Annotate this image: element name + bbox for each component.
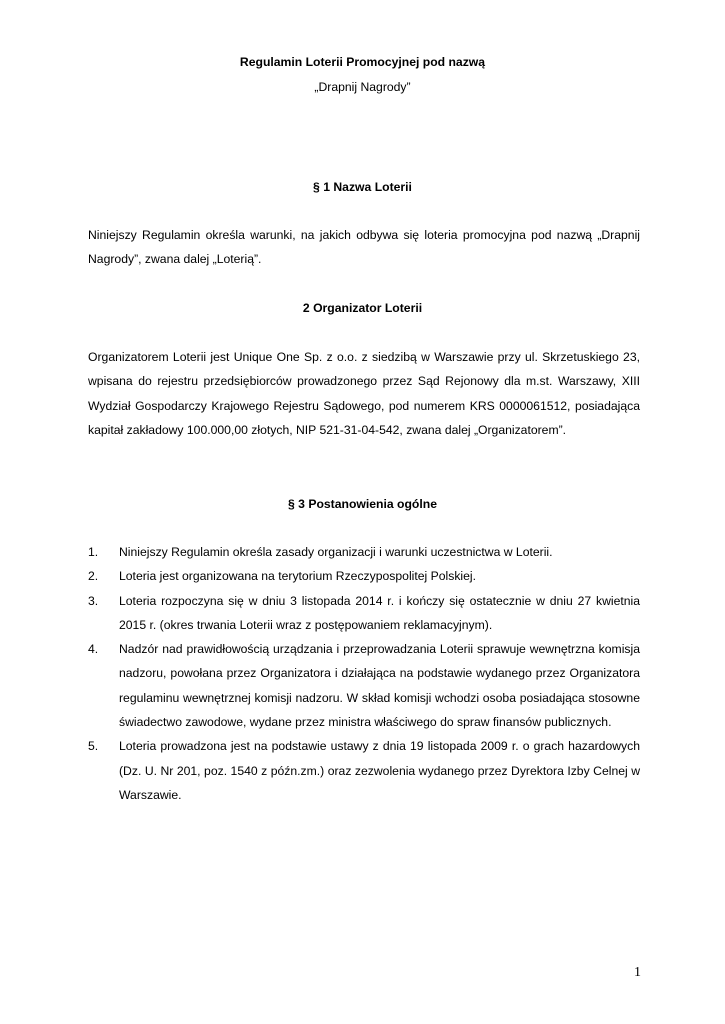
section-2-heading: 2 Organizator Loterii — [302, 301, 423, 315]
section-1-text: Niniejszy Regulamin określa warunki, na jakich odbywa się loteria promocyjna pod nazwą „Drapnij Nagrody”, zwana dalej „Loterią”. — [88, 228, 640, 267]
list-item-number: 1. — [88, 545, 99, 559]
section-3-list — [88, 540, 640, 807]
document-title: Regulamin Loterii Promocyjnej pod nazwą — [239, 55, 486, 69]
document-subtitle: „Drapnij Nagrody” — [314, 80, 411, 94]
list-item-text: Loteria jest organizowana na terytorium Rzeczypospolitej Polskiej. — [119, 569, 476, 584]
list-item-number: 2. — [88, 569, 99, 584]
section-2-text: Organizatorem Loterii jest Unique One Sp. z o.o. z siedzibą w Warszawie przy ul. Skrzetuskiego 23, wpisana do rejestru przedsiębiorców prowadzonego przez Sąd Rejonowy dla m.st. Warszawy, XIII Wydział Gospodarczy Krajowego Rejestru Sądowego, pod numerem KRS 0000061512, posiadająca kapitał zakładowy 100.000,00 złotych, NIP 521-31-04-542, zwana dalej „Organizatorem”. — [88, 350, 640, 437]
list-item-text: Nadzór nad prawidłowością urządzania i przeprowadzania Loterii sprawuje wewnętrzna komisja nadzoru, powołana przez Organizatora i działająca na podstawie wydanego przez Organizatora regulaminu wewnętrznej komisji nadzoru. W skład komisji wchodzi osoba posiadająca stosowne świadectwo zawodowe, wydane przez ministra właściwego do spraw finansów publicznych. — [119, 642, 640, 730]
list-item — [88, 589, 640, 638]
list-item — [88, 734, 640, 807]
section-3-heading: § 3 Postanowienia ogólne — [288, 497, 437, 511]
list-item-text: Niniejszy Regulamin określa zasady organizacji i warunki uczestnictwa w Loterii. — [119, 545, 553, 559]
list-item — [88, 564, 640, 588]
list-item-number: 5. — [88, 739, 99, 754]
list-item-number: 3. — [88, 593, 99, 608]
list-item — [88, 540, 640, 564]
list-item-number: 4. — [88, 642, 99, 657]
section-1-heading: § 1 Nazwa Loterii — [313, 180, 412, 194]
page-number: 1 — [634, 965, 641, 980]
list-item-text: Loteria rozpoczyna się w dniu 3 listopada 2014 r. i kończy się ostatecznie w dniu 27 kwietnia 2015 r. (okres trwania Loterii wraz z postępowaniem reklamacyjnym). — [119, 593, 640, 632]
list-item-text: Loteria prowadzona jest na podstawie ustawy z dnia 19 listopada 2009 r. o grach hazardowych (Dz. U. Nr 201, poz. 1540 z późn.zm.) oraz zezwolenia wydanego przez Dyrektora Izby Celnej w Warszawie. — [119, 739, 640, 802]
list-item — [88, 637, 640, 734]
